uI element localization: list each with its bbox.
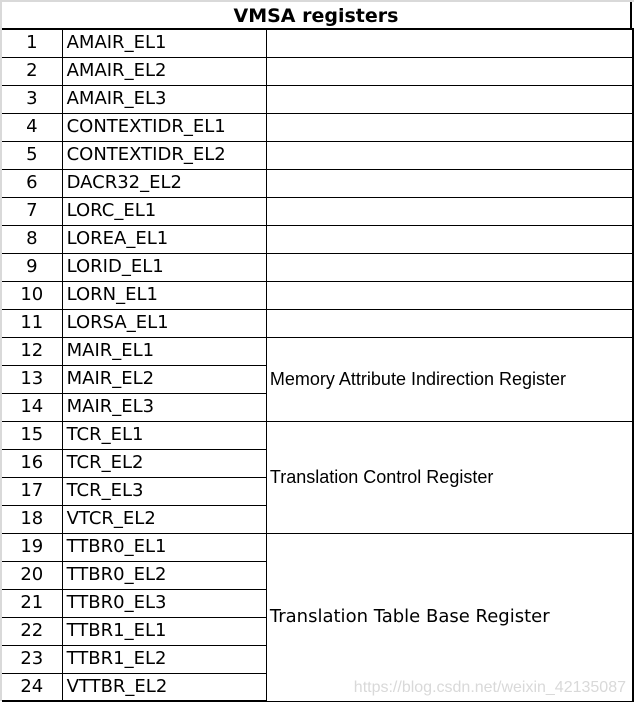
row-number: 24: [2, 673, 62, 701]
row-number: 6: [2, 169, 62, 197]
register-description-empty: [266, 113, 633, 141]
row-number: 15: [2, 421, 62, 449]
table-row: [2, 29, 633, 57]
table-row: [2, 141, 633, 169]
row-number: 2: [2, 57, 62, 85]
register-name: AMAIR_EL3: [62, 85, 266, 113]
table-row: [2, 169, 633, 197]
register-description-empty: [266, 29, 633, 57]
row-number: 3: [2, 85, 62, 113]
register-name: LORN_EL1: [62, 281, 266, 309]
table-row: [2, 533, 633, 561]
register-name: TCR_EL1: [62, 421, 266, 449]
register-name: LORID_EL1: [62, 253, 266, 281]
row-number: 10: [2, 281, 62, 309]
table-row: [2, 57, 633, 85]
register-description-empty: [266, 85, 633, 113]
table-row: [2, 421, 633, 449]
table-row: [2, 197, 633, 225]
table-title: VMSA registers: [2, 2, 632, 29]
register-name: DACR32_EL2: [62, 169, 266, 197]
register-description-empty: [266, 309, 633, 337]
register-name: LORC_EL1: [62, 197, 266, 225]
row-number: 19: [2, 533, 62, 561]
row-number: 8: [2, 225, 62, 253]
register-name: AMAIR_EL2: [62, 57, 266, 85]
group-description-mair: Memory Attribute Indirection Register: [266, 337, 633, 421]
row-number: 12: [2, 337, 62, 365]
vmsa-register-table: [2, 28, 634, 702]
register-name: MAIR_EL3: [62, 393, 266, 421]
row-number: 22: [2, 617, 62, 645]
register-description-empty: [266, 197, 633, 225]
register-name: LOREA_EL1: [62, 225, 266, 253]
row-number: 7: [2, 197, 62, 225]
row-number: 21: [2, 589, 62, 617]
row-number: 11: [2, 309, 62, 337]
register-name: AMAIR_EL1: [62, 29, 266, 57]
table-row: [2, 281, 633, 309]
group-description-ttbr: Translation Table Base Register: [266, 533, 633, 701]
register-description-empty: [266, 253, 633, 281]
table-row: [2, 85, 633, 113]
row-number: 16: [2, 449, 62, 477]
register-name: TTBR0_EL2: [62, 561, 266, 589]
row-number: 1: [2, 29, 62, 57]
register-name: VTTBR_EL2: [62, 673, 266, 701]
register-name: TCR_EL3: [62, 477, 266, 505]
table-row: [2, 113, 633, 141]
register-name: VTCR_EL2: [62, 505, 266, 533]
register-name: CONTEXTIDR_EL1: [62, 113, 266, 141]
register-name: LORSA_EL1: [62, 309, 266, 337]
table-row: [2, 309, 633, 337]
register-name: MAIR_EL2: [62, 365, 266, 393]
register-description-empty: [266, 141, 633, 169]
row-number: 20: [2, 561, 62, 589]
register-description-empty: [266, 57, 633, 85]
register-name: TCR_EL2: [62, 449, 266, 477]
register-name: CONTEXTIDR_EL2: [62, 141, 266, 169]
table-row: [2, 225, 633, 253]
row-number: 9: [2, 253, 62, 281]
row-number: 13: [2, 365, 62, 393]
table-row: [2, 337, 633, 365]
register-description-empty: [266, 225, 633, 253]
register-name: MAIR_EL1: [62, 337, 266, 365]
watermark: https://blog.csdn.net/weixin_42135087: [353, 679, 626, 696]
register-name: TTBR1_EL2: [62, 645, 266, 673]
row-number: 14: [2, 393, 62, 421]
table-row: [2, 253, 633, 281]
row-number: 17: [2, 477, 62, 505]
row-number: 23: [2, 645, 62, 673]
register-name: TTBR1_EL1: [62, 617, 266, 645]
row-number: 4: [2, 113, 62, 141]
group-description-tcr: Translation Control Register: [266, 421, 633, 533]
register-description-empty: [266, 169, 633, 197]
row-number: 5: [2, 141, 62, 169]
register-name: TTBR0_EL1: [62, 533, 266, 561]
register-description-empty: [266, 281, 633, 309]
register-name: TTBR0_EL3: [62, 589, 266, 617]
row-number: 18: [2, 505, 62, 533]
